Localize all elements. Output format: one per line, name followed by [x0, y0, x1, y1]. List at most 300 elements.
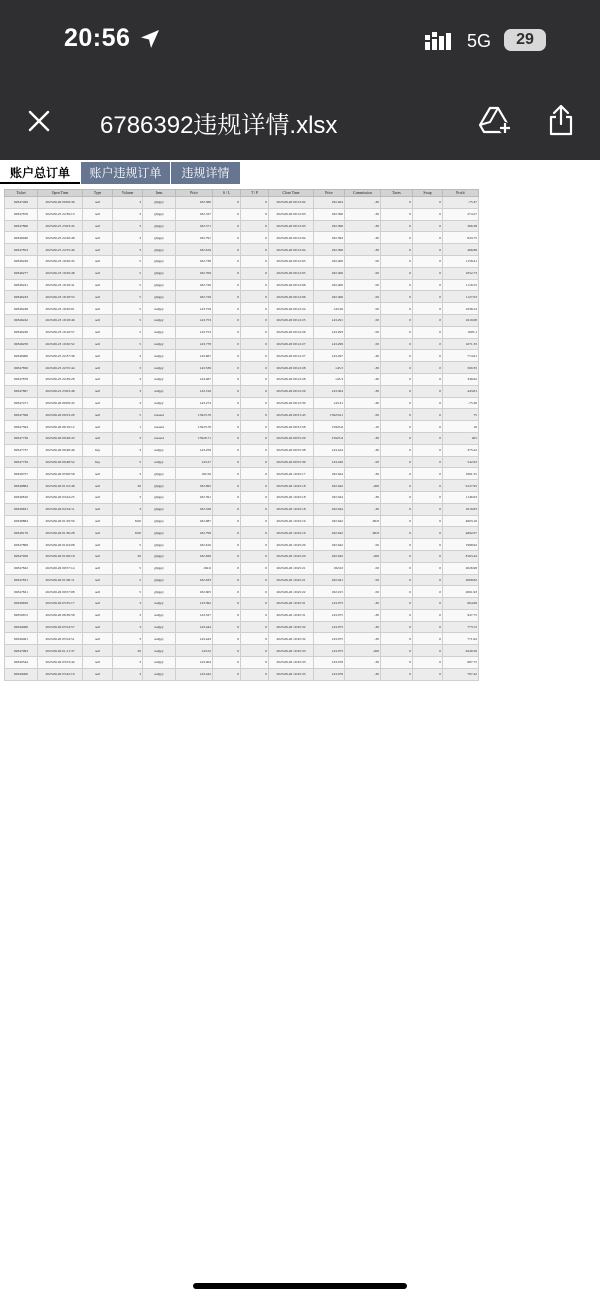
- table-cell: 3: [113, 208, 143, 220]
- table-cell: 182.633: [176, 574, 213, 586]
- column-header: Open Time: [38, 190, 83, 197]
- table-cell: 182.591: [176, 491, 213, 503]
- table-cell: 5: [113, 303, 143, 315]
- table-cell: 5: [113, 291, 143, 303]
- table-cell: -50: [345, 338, 381, 350]
- table-cell: 2023.06.26 00:12:27: [269, 350, 314, 362]
- table-cell: 3: [113, 621, 143, 633]
- table-cell: 0: [241, 362, 269, 374]
- table-cell: 69346249: [5, 255, 38, 267]
- table-cell: sell: [83, 421, 113, 433]
- column-header: T / P: [241, 190, 269, 197]
- table-cell: 0: [241, 314, 269, 326]
- table-cell: 1636.54: [443, 303, 479, 315]
- table-cell: 2023.06.26 05:54:51: [38, 633, 83, 645]
- table-cell: 0: [381, 303, 413, 315]
- table-cell: 143.442: [176, 668, 213, 680]
- table-row: [5, 668, 479, 680]
- table-cell: 182.042: [314, 527, 345, 539]
- table-row: [5, 491, 479, 503]
- table-cell: usdjpy: [143, 657, 176, 669]
- table-cell: 2023.06.26 10:45:22: [269, 586, 314, 598]
- table-cell: 2023.06.26 04:34:11: [38, 503, 83, 515]
- table-cell: 0: [241, 550, 269, 562]
- table-cell: 274.27: [443, 208, 479, 220]
- table-cell: sell: [83, 480, 113, 492]
- table-cell: 0: [381, 657, 413, 669]
- table-row: [5, 609, 479, 621]
- table-cell: 69346940: [5, 232, 38, 244]
- table-cell: 2023.06.25 23:03:48: [38, 385, 83, 397]
- table-cell: 182.044: [314, 491, 345, 503]
- table-cell: 2023.06.26 00:12:03: [269, 220, 314, 232]
- table-cell: 0: [413, 621, 443, 633]
- table-cell: 2023.06.26 03:42:10: [38, 668, 83, 680]
- table-cell: 143.304: [314, 385, 345, 397]
- table-cell: 0: [413, 480, 443, 492]
- column-header: Price: [314, 190, 345, 197]
- table-cell: -30: [345, 657, 381, 669]
- table-cell: 0: [381, 421, 413, 433]
- table-row: [5, 267, 479, 279]
- table-cell: 69346248: [5, 303, 38, 315]
- table-cell: 0: [241, 350, 269, 362]
- table-cell: 0: [241, 197, 269, 209]
- table-row: [5, 633, 479, 645]
- table-cell: 3: [113, 350, 143, 362]
- table-cell: 2023.06.23 19:16:57: [38, 326, 83, 338]
- table-cell: 2023.06.25 22:39:28: [38, 373, 83, 385]
- table-cell: 2023.06.26 00:12:06: [269, 279, 314, 291]
- table-row: [5, 350, 479, 362]
- table-cell: sell: [83, 314, 113, 326]
- table-cell: 2023.06.25 22:55:44: [38, 362, 83, 374]
- table-cell: 2023.06.26 00:12:05: [269, 267, 314, 279]
- table-cell: 69346990: [5, 350, 38, 362]
- column-header: Ticket: [5, 190, 38, 197]
- table-cell: sell: [83, 609, 113, 621]
- table-cell: 0: [413, 432, 443, 444]
- table-cell: 0: [381, 562, 413, 574]
- table-cell: 0: [413, 208, 443, 220]
- table-cell: 2023.06.26 00:12:30: [269, 397, 314, 409]
- table-cell: 1116.55: [443, 279, 479, 291]
- table-cell: 2023.06.26 00:12:05: [269, 255, 314, 267]
- table-cell: 0: [381, 491, 413, 503]
- table-cell: 1018.83: [443, 503, 479, 515]
- table-cell: gbpjpy: [143, 503, 176, 515]
- table-cell: 0: [413, 657, 443, 669]
- table-cell: 3: [113, 503, 143, 515]
- table-cell: nasusd: [143, 432, 176, 444]
- table-row: [5, 279, 479, 291]
- table-cell: 3: [113, 444, 143, 456]
- table-cell: 182.042: [314, 480, 345, 492]
- table-cell: sell: [83, 279, 113, 291]
- table-cell: 2023.06.23 19:18:41: [38, 279, 83, 291]
- table-cell: 69350672: [5, 609, 38, 621]
- table-cell: 0: [413, 303, 443, 315]
- table-row: [5, 562, 479, 574]
- table-row: [5, 385, 479, 397]
- table-cell: 0: [413, 244, 443, 256]
- table-cell: buy: [83, 456, 113, 468]
- table-cell: 5: [113, 326, 143, 338]
- table-cell: 0: [213, 550, 241, 562]
- table-cell: 0: [381, 515, 413, 527]
- table-cell: 3: [113, 598, 143, 610]
- table-cell: usdjpy: [143, 385, 176, 397]
- table-cell: 8.00: [113, 527, 143, 539]
- table-cell: -30: [345, 668, 381, 680]
- table-cell: sell: [83, 232, 113, 244]
- table-cell: 20: [113, 480, 143, 492]
- table-cell: 2026.98: [443, 562, 479, 574]
- table-cell: 0: [213, 432, 241, 444]
- table-cell: -30: [345, 491, 381, 503]
- table-cell: 0: [241, 515, 269, 527]
- table-cell: 0: [241, 326, 269, 338]
- table-cell: 0: [413, 421, 443, 433]
- table-cell: 3: [113, 362, 143, 374]
- table-cell: 2023.06.26 10:45:18: [269, 491, 314, 503]
- table-cell: 2023.06.26 01:29:59: [38, 515, 83, 527]
- table-cell: 143.075: [314, 633, 345, 645]
- table-cell: 0: [241, 208, 269, 220]
- table-cell: 182.619: [176, 244, 213, 256]
- column-header: Item: [143, 190, 176, 197]
- table-cell: 182.56: [176, 468, 213, 480]
- table-cell: gbpjpy: [143, 574, 176, 586]
- table-cell: sell: [83, 515, 113, 527]
- table-cell: 0: [213, 350, 241, 362]
- table-cell: 2023.06.26 00:55:29: [269, 432, 314, 444]
- table-cell: 0: [241, 527, 269, 539]
- table-cell: 0: [213, 491, 241, 503]
- table-cell: 69347594: [5, 421, 38, 433]
- table-row: [5, 657, 479, 669]
- table-cell: 69349461: [5, 633, 38, 645]
- table-cell: 0: [413, 279, 443, 291]
- table-cell: 3: [113, 244, 143, 256]
- table-cell: -50: [345, 303, 381, 315]
- table-cell: 0: [213, 598, 241, 610]
- table-cell: 2023.06.26 05:35:17: [38, 598, 83, 610]
- table-cell: 2023.06.26 03:44:25: [38, 491, 83, 503]
- table-row: [5, 456, 479, 468]
- table-cell: 0: [241, 397, 269, 409]
- table-cell: 2023.06.26 00:12:28: [269, 373, 314, 385]
- table-cell: 2023.06.26 01:06:18: [38, 550, 83, 562]
- table-cell: 0: [241, 421, 269, 433]
- table-cell: gbpjpy: [143, 267, 176, 279]
- table-cell: 5: [113, 267, 143, 279]
- table-cell: 143.29: [314, 303, 345, 315]
- table-cell: sell: [83, 385, 113, 397]
- table-cell: -30: [345, 244, 381, 256]
- table-cell: 0: [213, 232, 241, 244]
- table-cell: 0: [381, 338, 413, 350]
- table-cell: 0: [213, 303, 241, 315]
- tab-account-all-orders[interactable]: 账户总订单: [0, 162, 80, 184]
- table-cell: 0: [381, 539, 413, 551]
- table-cell: 69347821: [5, 586, 38, 598]
- table-cell: 0: [413, 633, 443, 645]
- table-cell: 0: [381, 220, 413, 232]
- table-cell: sell: [83, 220, 113, 232]
- table-cell: 15923.76: [176, 409, 213, 421]
- table-cell: -50: [345, 586, 381, 598]
- table-cell: 2023.06.26 10:45:21: [269, 574, 314, 586]
- table-cell: gbpjpy: [143, 539, 176, 551]
- table-cell: 2023.06.25 22:39:13: [38, 208, 83, 220]
- table-cell: 143.274: [176, 397, 213, 409]
- table-cell: 0: [241, 468, 269, 480]
- table-row: [5, 468, 479, 480]
- table-cell: -50: [345, 255, 381, 267]
- table-cell: 182.044: [314, 503, 345, 515]
- table-cell: 1671.33: [443, 338, 479, 350]
- table-cell: 2023.06.25 23:03:45: [38, 220, 83, 232]
- table-cell: 0: [413, 586, 443, 598]
- table-cell: 182.726: [176, 279, 213, 291]
- table-cell: 182.709: [176, 267, 213, 279]
- table-cell: 0: [381, 574, 413, 586]
- table-cell: 0: [213, 421, 241, 433]
- table-cell: 0: [213, 373, 241, 385]
- table-cell: 2023.06.26 10:45:19: [269, 527, 314, 539]
- table-cell: 2023.06.26 00:48:46: [38, 444, 83, 456]
- tab-account-violation-orders[interactable]: 账户违规订单: [80, 162, 170, 184]
- table-row: [5, 598, 479, 610]
- table-cell: 2023.06.26 00:31:45: [269, 409, 314, 421]
- close-icon[interactable]: [28, 110, 50, 132]
- table-cell: usdjpy: [143, 621, 176, 633]
- table-cell: gbpjpy: [143, 491, 176, 503]
- table-cell: 0: [413, 397, 443, 409]
- table-cell: 182.6: [176, 562, 213, 574]
- table-cell: 0: [213, 362, 241, 374]
- table-cell: -200: [345, 645, 381, 657]
- table-cell: sell: [83, 373, 113, 385]
- table-cell: 6249.56: [443, 645, 479, 657]
- table-cell: gbpjpy: [143, 586, 176, 598]
- table-cell: sell: [83, 598, 113, 610]
- table-cell: 5: [113, 314, 143, 326]
- table-cell: 2023.06.26 10:45:19: [269, 515, 314, 527]
- table-cell: usdjpy: [143, 444, 176, 456]
- spreadsheet: [4, 189, 478, 681]
- table-cell: 0: [213, 291, 241, 303]
- table-cell: 143.52: [176, 645, 213, 657]
- table-cell: -75.36: [443, 397, 479, 409]
- table-cell: 0: [241, 220, 269, 232]
- table-cell: sell: [83, 362, 113, 374]
- table-cell: 0: [381, 668, 413, 680]
- table-cell: 0: [213, 645, 241, 657]
- table-cell: sell: [83, 586, 113, 598]
- table-cell: 143.778: [176, 338, 213, 350]
- table-cell: buy: [83, 444, 113, 456]
- table-cell: 182.406: [314, 267, 345, 279]
- table-cell: 182.528: [176, 503, 213, 515]
- orders-table: [4, 189, 479, 681]
- table-row: [5, 303, 479, 315]
- table-cell: 0: [381, 468, 413, 480]
- table-row: [5, 574, 479, 586]
- table-cell: 0: [241, 539, 269, 551]
- column-header: Profit: [443, 190, 479, 197]
- table-cell: 0: [413, 645, 443, 657]
- table-cell: 3: [113, 657, 143, 669]
- table-cell: 69347469: [5, 197, 38, 209]
- table-row: [5, 326, 479, 338]
- sheet-tabs: [0, 162, 600, 184]
- table-cell: 5: [113, 562, 143, 574]
- table-cell: 2023.06.25 22:26:48: [38, 232, 83, 244]
- table-cell: 2023.06.26 10:45:20: [269, 550, 314, 562]
- table-cell: -30: [345, 609, 381, 621]
- table-cell: -30: [345, 633, 381, 645]
- table-cell: 143.527: [176, 609, 213, 621]
- table-cell: 773.72: [443, 621, 479, 633]
- table-cell: usdjpy: [143, 314, 176, 326]
- table-cell: usdjpy: [143, 350, 176, 362]
- table-cell: -30: [345, 503, 381, 515]
- table-cell: sell: [83, 633, 113, 645]
- table-cell: sell: [83, 550, 113, 562]
- table-cell: -50: [345, 409, 381, 421]
- share-icon[interactable]: [548, 104, 574, 136]
- table-cell: 0: [241, 657, 269, 669]
- table-cell: 3: [113, 633, 143, 645]
- table-cell: 0: [213, 338, 241, 350]
- table-cell: 69346241: [5, 279, 38, 291]
- table-cell: gbpjpy: [143, 468, 176, 480]
- table-cell: sell: [83, 503, 113, 515]
- table-cell: sell: [83, 303, 113, 315]
- table-cell: 69346277: [5, 267, 38, 279]
- table-cell: 2023.06.26 10:45:31: [269, 598, 314, 610]
- table-cell: 0: [381, 362, 413, 374]
- table-cell: 0: [213, 326, 241, 338]
- table-row: [5, 444, 479, 456]
- table-row: [5, 539, 479, 551]
- tab-violation-details[interactable]: 违规详情: [170, 162, 240, 184]
- table-cell: 2023.06.23 19:18:46: [38, 314, 83, 326]
- table-cell: -30: [345, 444, 381, 456]
- table-cell: sell: [83, 574, 113, 586]
- table-cell: -200: [345, 480, 381, 492]
- table-cell: 767.42: [443, 668, 479, 680]
- table-cell: -30: [345, 397, 381, 409]
- table-row: [5, 586, 479, 598]
- table-cell: 2023.06.26 00:09:36: [38, 197, 83, 209]
- table-cell: 0: [381, 633, 413, 645]
- table-cell: 0: [213, 397, 241, 409]
- table-cell: 69347471: [5, 397, 38, 409]
- table-cell: 1127.03: [443, 291, 479, 303]
- table-cell: 1998.92: [443, 539, 479, 551]
- table-cell: 2023.06.26 00:48:52: [38, 456, 83, 468]
- table-cell: 0: [381, 432, 413, 444]
- table-row: [5, 432, 479, 444]
- table-cell: gbpjpy: [143, 562, 176, 574]
- table-cell: 3: [113, 468, 143, 480]
- table-cell: 5: [113, 279, 143, 291]
- table-row: [5, 220, 479, 232]
- table-cell: 2023.06.26 00:12:26: [269, 326, 314, 338]
- table-cell: 182.015: [314, 586, 345, 598]
- table-cell: -75.37: [443, 197, 479, 209]
- table-cell: sell: [83, 326, 113, 338]
- table-cell: 366.38: [443, 220, 479, 232]
- column-header: Close Time: [269, 190, 314, 197]
- table-cell: 69349460: [5, 621, 38, 633]
- table-cell: 2023.06.26 10:45:31: [269, 609, 314, 621]
- table-cell: 69347897: [5, 385, 38, 397]
- table-cell: 0: [213, 255, 241, 267]
- table-cell: -50: [345, 574, 381, 586]
- table-cell: 0: [413, 456, 443, 468]
- table-cell: 2023.06.26 00:12:06: [269, 291, 314, 303]
- table-cell: 0: [241, 244, 269, 256]
- table-cell: 16: [443, 421, 479, 433]
- table-row: [5, 409, 479, 421]
- table-cell: -30: [345, 468, 381, 480]
- add-to-drive-icon[interactable]: [478, 106, 512, 136]
- table-cell: 69349400: [5, 668, 38, 680]
- table-cell: 0: [213, 314, 241, 326]
- table-cell: 182.605: [176, 586, 213, 598]
- table-cell: gbpjpy: [143, 279, 176, 291]
- table-cell: 0: [381, 397, 413, 409]
- table-cell: 143.3: [314, 373, 345, 385]
- table-cell: 2023.06.26 10:45:18: [269, 503, 314, 515]
- table-cell: 0: [241, 232, 269, 244]
- table-cell: sell: [83, 338, 113, 350]
- table-cell: -30: [345, 385, 381, 397]
- table-cell: 0: [213, 480, 241, 492]
- table-cell: -50: [345, 279, 381, 291]
- table-cell: 0: [413, 491, 443, 503]
- table-cell: 0: [381, 550, 413, 562]
- table-cell: 0: [213, 244, 241, 256]
- table-cell: 143.076: [314, 657, 345, 669]
- table-cell: 182.360: [176, 197, 213, 209]
- table-cell: 5: [113, 409, 143, 421]
- table-cell: 69346243: [5, 291, 38, 303]
- table-cell: 0: [381, 373, 413, 385]
- table-cell: 182.042: [314, 539, 345, 551]
- table-cell: nasusd: [143, 409, 176, 421]
- table-cell: 69347899: [5, 539, 38, 551]
- table-cell: gbpjpy: [143, 480, 176, 492]
- table-cell: 143.753: [176, 314, 213, 326]
- table-cell: 1619.08: [443, 314, 479, 326]
- table-cell: 15923.76: [176, 421, 213, 433]
- table-cell: 4692.07: [443, 527, 479, 539]
- table-cell: 0: [413, 291, 443, 303]
- table-cell: 2023.06.26 00:12:28: [269, 362, 314, 374]
- table-cell: 2023.06.26 00:57:14: [38, 562, 83, 574]
- table-cell: 0: [241, 574, 269, 586]
- table-cell: 664.69: [443, 598, 479, 610]
- table-cell: 0: [413, 197, 443, 209]
- table-cell: 2023.06.26 10:45:32: [269, 621, 314, 633]
- table-cell: 0: [241, 503, 269, 515]
- table-cell: 0: [213, 515, 241, 527]
